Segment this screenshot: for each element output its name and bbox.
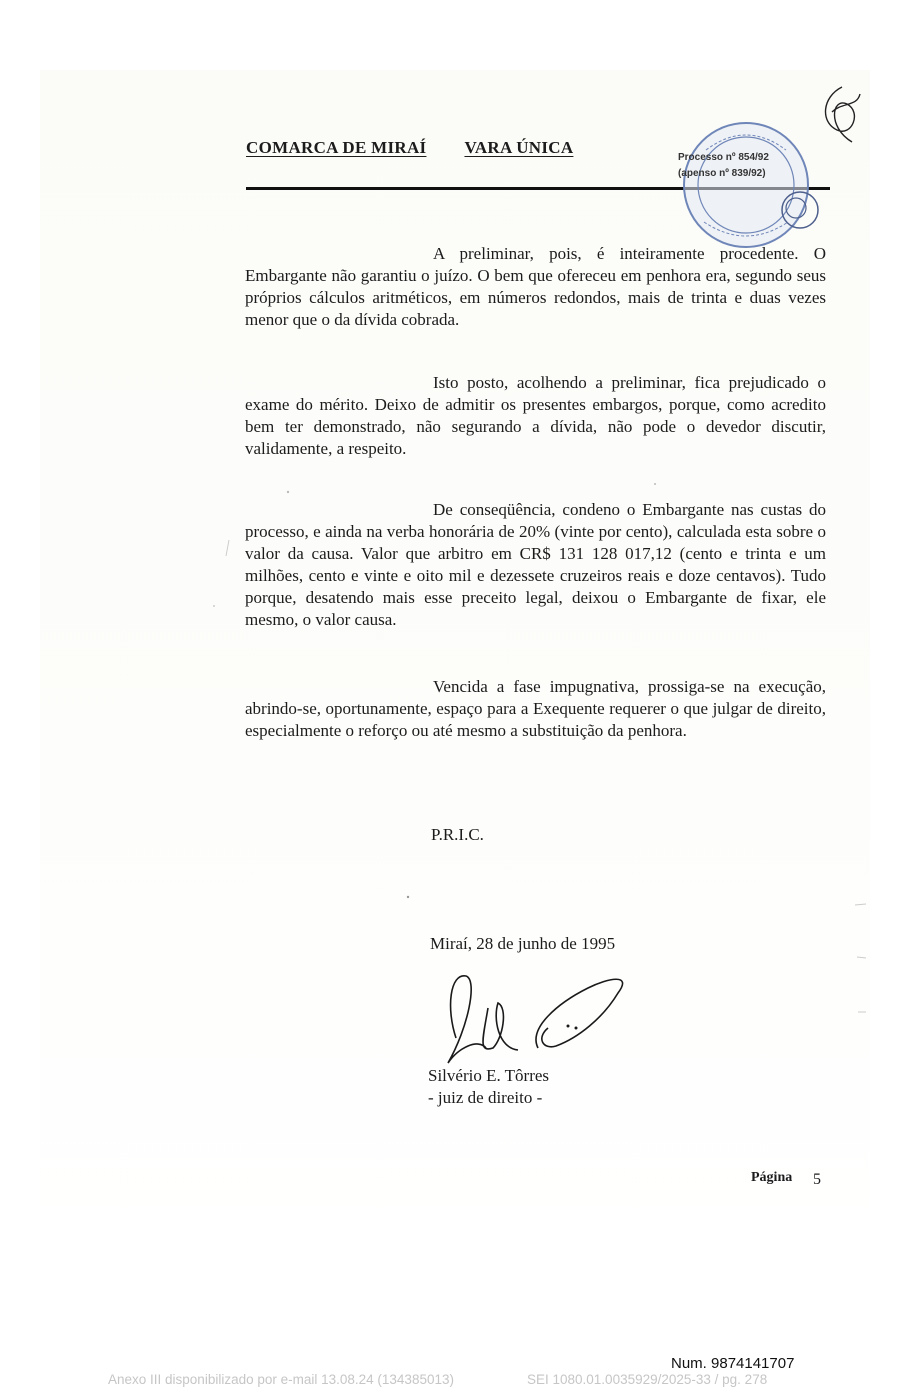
paragraph-text: Isto posto, acolhendo a preliminar, fica prejudicado o exame do mérito. Deixo de admitir os presentes embargos, porque, como acredito bem ter demonstrado, não segurando a dívida, não pode o devedor discutir, validamente, a respeito.	[245, 373, 826, 458]
paragraph-vencida	[245, 676, 826, 742]
page-number: 5	[813, 1171, 821, 1188]
date-line: Miraí, 28 de junho de 1995	[430, 934, 616, 953]
initials-scribble-icon	[812, 82, 872, 152]
paragraph-isto-posto	[245, 372, 826, 460]
paragraph-text: De conseqüência, condeno o Embargante nas custas do processo, e ainda na verba honorária de 20% (vinte por cento), calculada esta sobre o valor da causa. Valor que arbitro em CR$ 131 128 017,12 (cento e trinta e um milhões, cento e vinte e oito mil e dezessete cruzeiros reais e doze centavos). Tudo porque, desatendo mais esse preceito legal, deixou o Embargante de fixar, ele mesmo, o valor causa.	[245, 500, 826, 629]
process-number	[678, 150, 769, 182]
pric-line: P.R.I.C.	[431, 825, 484, 844]
appended-process-line: (apenso nº 839/92)	[678, 168, 766, 179]
sei-footer: SEI 1080.01.0035929/2025-33 / pg. 278	[527, 1372, 768, 1387]
paragraph-text: Vencida a fase impugnativa, prossiga-se na execução, abrindo-se, oportunamente, espaço para a Exequente requerer o que julgar de direito, especialmente o reforço ou até mesmo a substituição da penhora.	[245, 677, 826, 740]
annex-footer: Anexo III disponibilizado por e-mail 13.08.24 (134385013)	[108, 1372, 454, 1387]
document-number: Num. 9874141707	[671, 1355, 795, 1372]
handwritten-signature	[438, 968, 638, 1078]
comarca-label: COMARCA DE MIRAÍ	[246, 138, 427, 157]
page-label: Página	[751, 1170, 793, 1185]
paragraph-preliminar	[245, 243, 826, 331]
paragraph-consequencia	[245, 499, 826, 631]
signer-role: - juiz de direito -	[428, 1088, 543, 1107]
vara-label: VARA ÚNICA	[464, 138, 574, 157]
signer-name: Silvério E. Tôrres	[428, 1066, 550, 1085]
court-header	[246, 138, 573, 158]
paragraph-text: A preliminar, pois, é inteiramente procedente. O Embargante não garantiu o juízo. O bem que ofereceu em penhora era, segundo seus próprios cálculos aritméticos, em números redondos, mais de trinta e duas vezes menor que o da dívida cobrada.	[245, 244, 826, 329]
process-number-line: Processo nº 854/92	[678, 152, 769, 163]
